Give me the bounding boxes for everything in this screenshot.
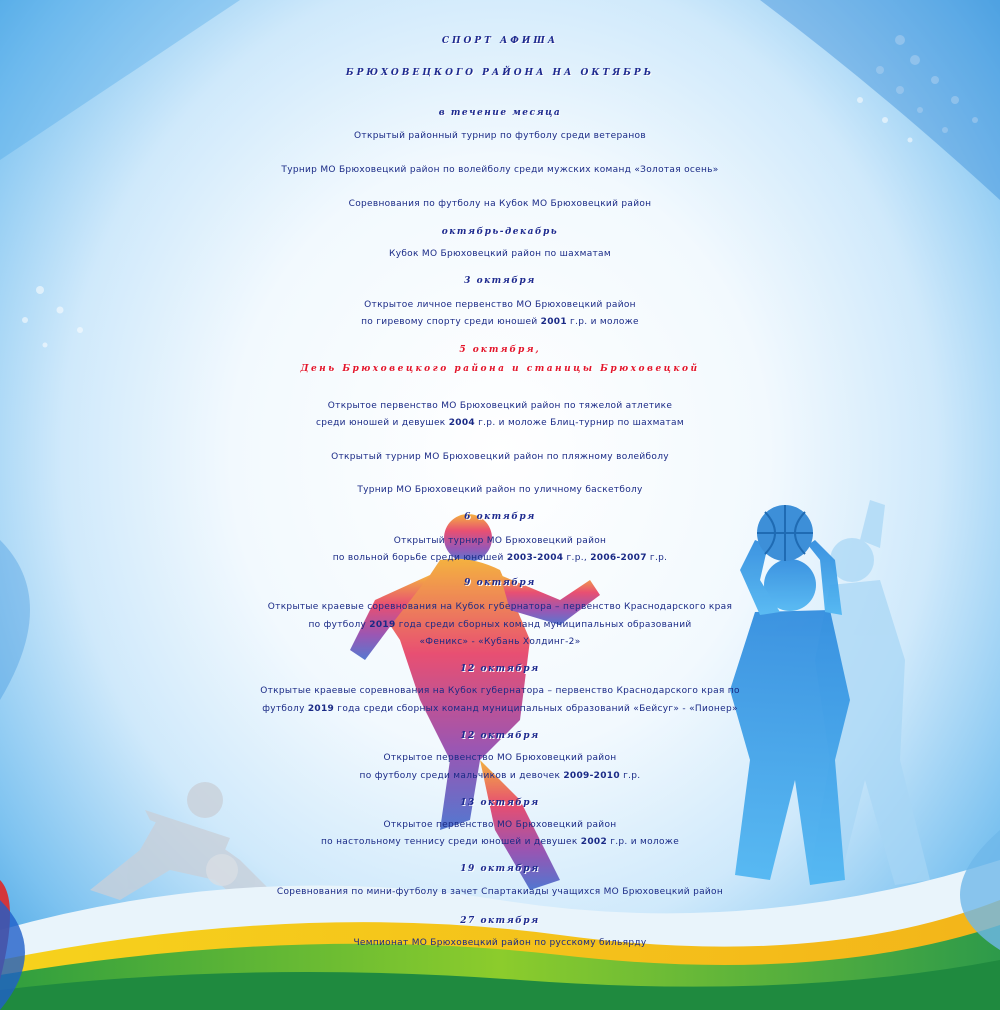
event-text: среди юношей и девушек 2004 г.р. и моложе Блиц-турнир по шахматам [316, 418, 684, 428]
highlight-subheading: День Брюховецкого района и станицы Брюховецкой [300, 364, 700, 374]
event-text: Открытый турнир МО Брюховецкий район [393, 536, 607, 546]
poster-title-line2: БРЮХОВЕЦКОГО РАЙОНА НА ОКТЯБРЬ [345, 68, 655, 78]
highlight-heading: 5 октября, [459, 345, 541, 355]
event-text: по настольному теннису среди юношей и девушек 2002 г.р. и моложе [320, 837, 680, 847]
event-text: Открытые краевые соревнования на Кубок губернатора – первенство Краснодарского края по [260, 686, 740, 696]
event-text: по футболу 2019 года среди сборных команд муниципальных образований [308, 620, 692, 630]
section-heading: 3 октября [464, 276, 536, 286]
event-text: Открытое первенство МО Брюховецкий район по тяжелой атлетике [327, 401, 673, 411]
event-text: Кубок МО Брюховецкий район по шахматам [389, 249, 611, 259]
event-text: Открытое личное первенство МО Брюховецкий район [364, 300, 636, 310]
event-text: футболу 2019 года среди сборных команд муниципальных образований «Бейсуг» - «Пионер» [262, 704, 738, 714]
section-heading: октябрь-декабрь [441, 227, 559, 237]
section-heading: 6 октября [464, 512, 536, 522]
event-text: Открытый турнир МО Брюховецкий район по пляжному волейболу [331, 452, 669, 462]
section-heading: 12 октября [460, 664, 540, 674]
section-heading: 12 октября [460, 731, 540, 741]
event-text: Турнир МО Брюховецкий район по волейболу среди мужских команд «Золотая осень» [281, 165, 719, 175]
event-text: «Феникс» - «Кубань Холдинг-2» [419, 637, 581, 647]
section-heading: в течение месяца [438, 108, 562, 118]
event-text: Открытое первенство МО Брюховецкий район [383, 820, 617, 830]
event-text: Соревнования по футболу на Кубок МО Брюховецкий район [348, 199, 652, 209]
event-text: Турнир МО Брюховецкий район по уличному баскетболу [357, 485, 643, 495]
footballer-silhouette [350, 514, 600, 890]
event-text: по вольной борьбе среди юношей 2003-2004 г.р., 2006-2007 г.р. [332, 553, 668, 563]
section-heading: 9 октября [464, 578, 536, 588]
event-text: Открытое первенство МО Брюховецкий район [383, 753, 617, 763]
section-heading: 13 октября [460, 798, 540, 808]
section-heading: 27 октября [460, 916, 540, 926]
event-text: Открытые краевые соревнования на Кубок губернатора – первенство Краснодарского края [267, 602, 733, 612]
event-text: Чемпионат МО Брюховецкий район по русскому бильярду [353, 938, 647, 948]
event-text: по футболу среди мальчиков и девочек 2009-2010 г.р. [359, 771, 641, 781]
event-text: Открытый районный турнир по футболу среди ветеранов [354, 131, 646, 141]
event-text: по гиревому спорту среди юношей 2001 г.р. и моложе [361, 317, 639, 327]
section-heading: 19 октября [460, 864, 540, 874]
poster-title-line1: СПОРТ АФИША [441, 36, 559, 46]
event-text: Соревнования по мини-футболу в зачет Спартакиады учащихся МО Брюховецкий район [276, 887, 724, 897]
